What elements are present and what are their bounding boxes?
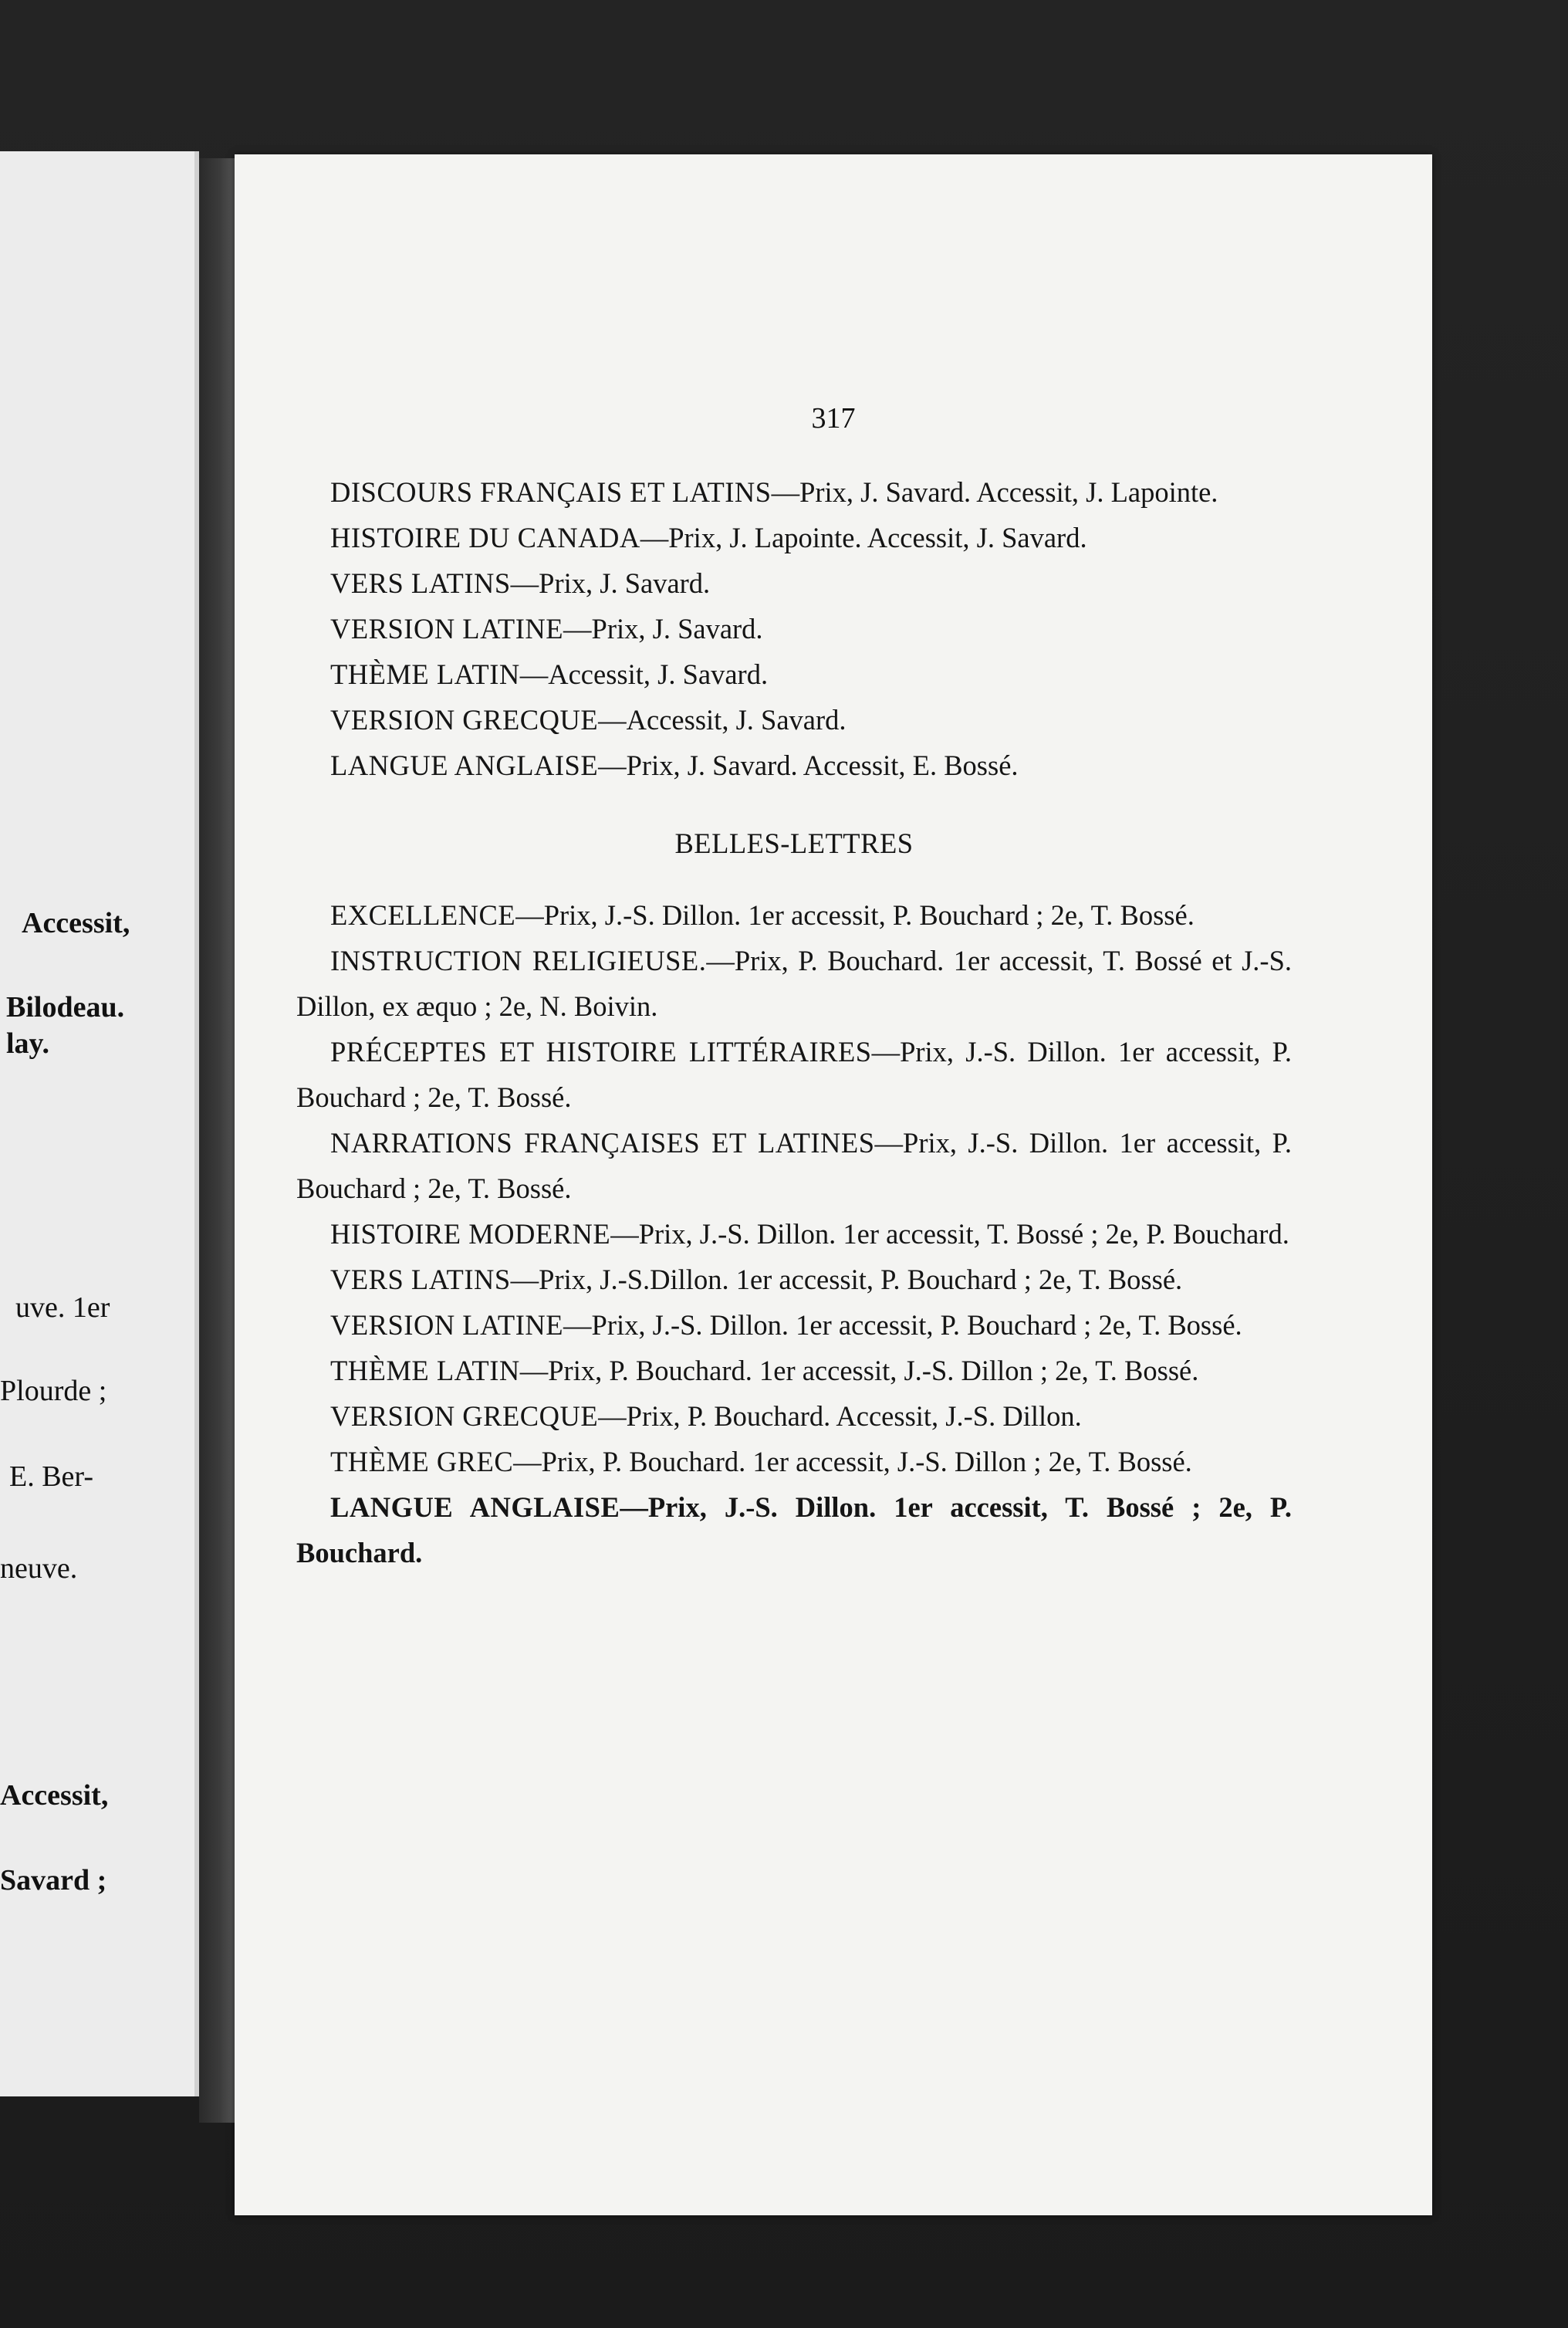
entry-text: —Accessit, J. Savard. <box>598 704 847 736</box>
award-entry <box>296 1393 1292 1439</box>
award-entry <box>296 1484 1292 1575</box>
book-spine-shadow <box>199 158 235 2123</box>
entry-text: —Prix, J. Lapointe. Accessit, J. Savard. <box>640 522 1087 553</box>
award-entry <box>296 1348 1292 1393</box>
document-page <box>235 154 1432 2215</box>
entry-text: —Prix, P. Bouchard. Accessit, J.-S. Dillon. <box>598 1400 1082 1432</box>
left-fragment-text: lay. <box>6 1027 49 1060</box>
award-entry <box>296 1257 1292 1302</box>
entry-subject: HISTOIRE DU CANADA <box>330 522 640 553</box>
award-entry <box>296 1302 1292 1348</box>
award-entry <box>296 938 1292 1029</box>
entry-text: —Prix, J.-S. Dillon. 1er accessit, P. Bouchard ; 2e, T. Bossé. <box>296 1127 1292 1204</box>
award-entry <box>296 697 1292 743</box>
entry-subject: THÈME GREC <box>330 1446 514 1477</box>
award-entry <box>296 1029 1292 1120</box>
entry-text: —Prix, J.-S. Dillon. 1er accessit, P. Bouchard ; 2e, T. Bossé. <box>296 1036 1293 1113</box>
award-entry <box>296 892 1292 938</box>
entry-subject: PRÉCEPTES ET HISTOIRE LITTÉRAIRES <box>330 1036 872 1068</box>
entry-text: —Prix, J.-S. Dillon. 1er accessit, T. Bossé ; 2e, P. Bouchard. <box>296 1491 1292 1568</box>
entry-subject: VERSION GRECQUE <box>330 704 599 736</box>
left-fragment-text: neuve. <box>0 1552 78 1585</box>
award-entry <box>296 651 1292 697</box>
award-entry <box>296 743 1292 788</box>
award-entry <box>296 606 1292 651</box>
entry-text: —Prix, J. Savard. Accessit, E. Bossé. <box>598 749 1019 781</box>
award-entry <box>296 1439 1292 1484</box>
left-page-fragment <box>0 151 199 2096</box>
entry-subject: VERSION GRECQUE <box>330 1400 599 1432</box>
entry-subject: HISTOIRE MODERNE <box>330 1218 611 1250</box>
entry-subject: VERSION LATINE <box>330 613 564 645</box>
left-fragment-text: uve. 1er <box>15 1291 110 1324</box>
award-entry <box>296 1211 1292 1257</box>
entry-subject: LANGUE ANGLAISE <box>330 1491 620 1523</box>
left-fragment-text: E. Ber- <box>9 1460 93 1493</box>
section-heading: BELLES-LETTRES <box>674 827 914 859</box>
entry-text: —Accessit, J. Savard. <box>519 658 769 690</box>
entry-text: —Prix, J.-S.Dillon. 1er accessit, P. Bouchard ; 2e, T. Bossé. <box>510 1264 1183 1295</box>
entry-text: —Prix, J. Savard. <box>563 613 763 645</box>
award-entry <box>296 515 1292 560</box>
entry-subject: VERS LATINS <box>330 1264 511 1295</box>
left-fragment-text: Accessit, <box>0 1779 109 1812</box>
award-entry <box>296 560 1292 606</box>
entry-text: —Prix, J. Savard. <box>510 567 711 599</box>
left-fragment-text: Accessit, <box>22 907 130 939</box>
entry-subject: EXCELLENCE <box>330 899 516 931</box>
award-entry <box>296 469 1292 515</box>
entry-subject: VERS LATINS <box>330 567 511 599</box>
entry-subject: THÈME LATIN <box>330 658 520 690</box>
entry-subject: THÈME LATIN <box>330 1355 520 1386</box>
entry-text: —Prix, P. Bouchard. 1er accessit, J.-S. Dillon ; 2e, T. Bossé. <box>519 1355 1199 1386</box>
entry-subject: LANGUE ANGLAISE <box>330 749 599 781</box>
entry-subject: DISCOURS FRANÇAIS ET LATINS <box>330 476 772 508</box>
left-fragment-text: Bilodeau. <box>6 991 125 1024</box>
left-fragment-text: Plourde ; <box>0 1375 107 1407</box>
entry-subject: NARRATIONS FRANÇAISES ET LATINES <box>330 1127 875 1159</box>
entry-text: —Prix, J. Savard. Accessit, J. Lapointe. <box>771 476 1218 508</box>
award-entry <box>296 1120 1292 1211</box>
left-fragment-text: Savard ; <box>0 1864 107 1897</box>
entry-subject: INSTRUCTION RELIGIEUSE. <box>330 945 707 976</box>
entry-text: —Prix, P. Bouchard. 1er accessit, T. Bossé et J.-S. Dillon, ex æquo ; 2e, N. Boivin. <box>296 945 1293 1022</box>
entry-text: —Prix, P. Bouchard. 1er accessit, J.-S. Dillon ; 2e, T. Bossé. <box>513 1446 1192 1477</box>
entry-text: —Prix, J.-S. Dillon. 1er accessit, T. Bossé ; 2e, P. Bouchard. <box>610 1218 1289 1250</box>
page-number: 317 <box>811 402 856 435</box>
entry-subject: VERSION LATINE <box>330 1309 564 1341</box>
entry-text: —Prix, J.-S. Dillon. 1er accessit, P. Bouchard ; 2e, T. Bossé. <box>563 1309 1242 1341</box>
text-body <box>296 469 1292 1575</box>
entry-text: —Prix, J.-S. Dillon. 1er accessit, P. Bouchard ; 2e, T. Bossé. <box>515 899 1195 931</box>
